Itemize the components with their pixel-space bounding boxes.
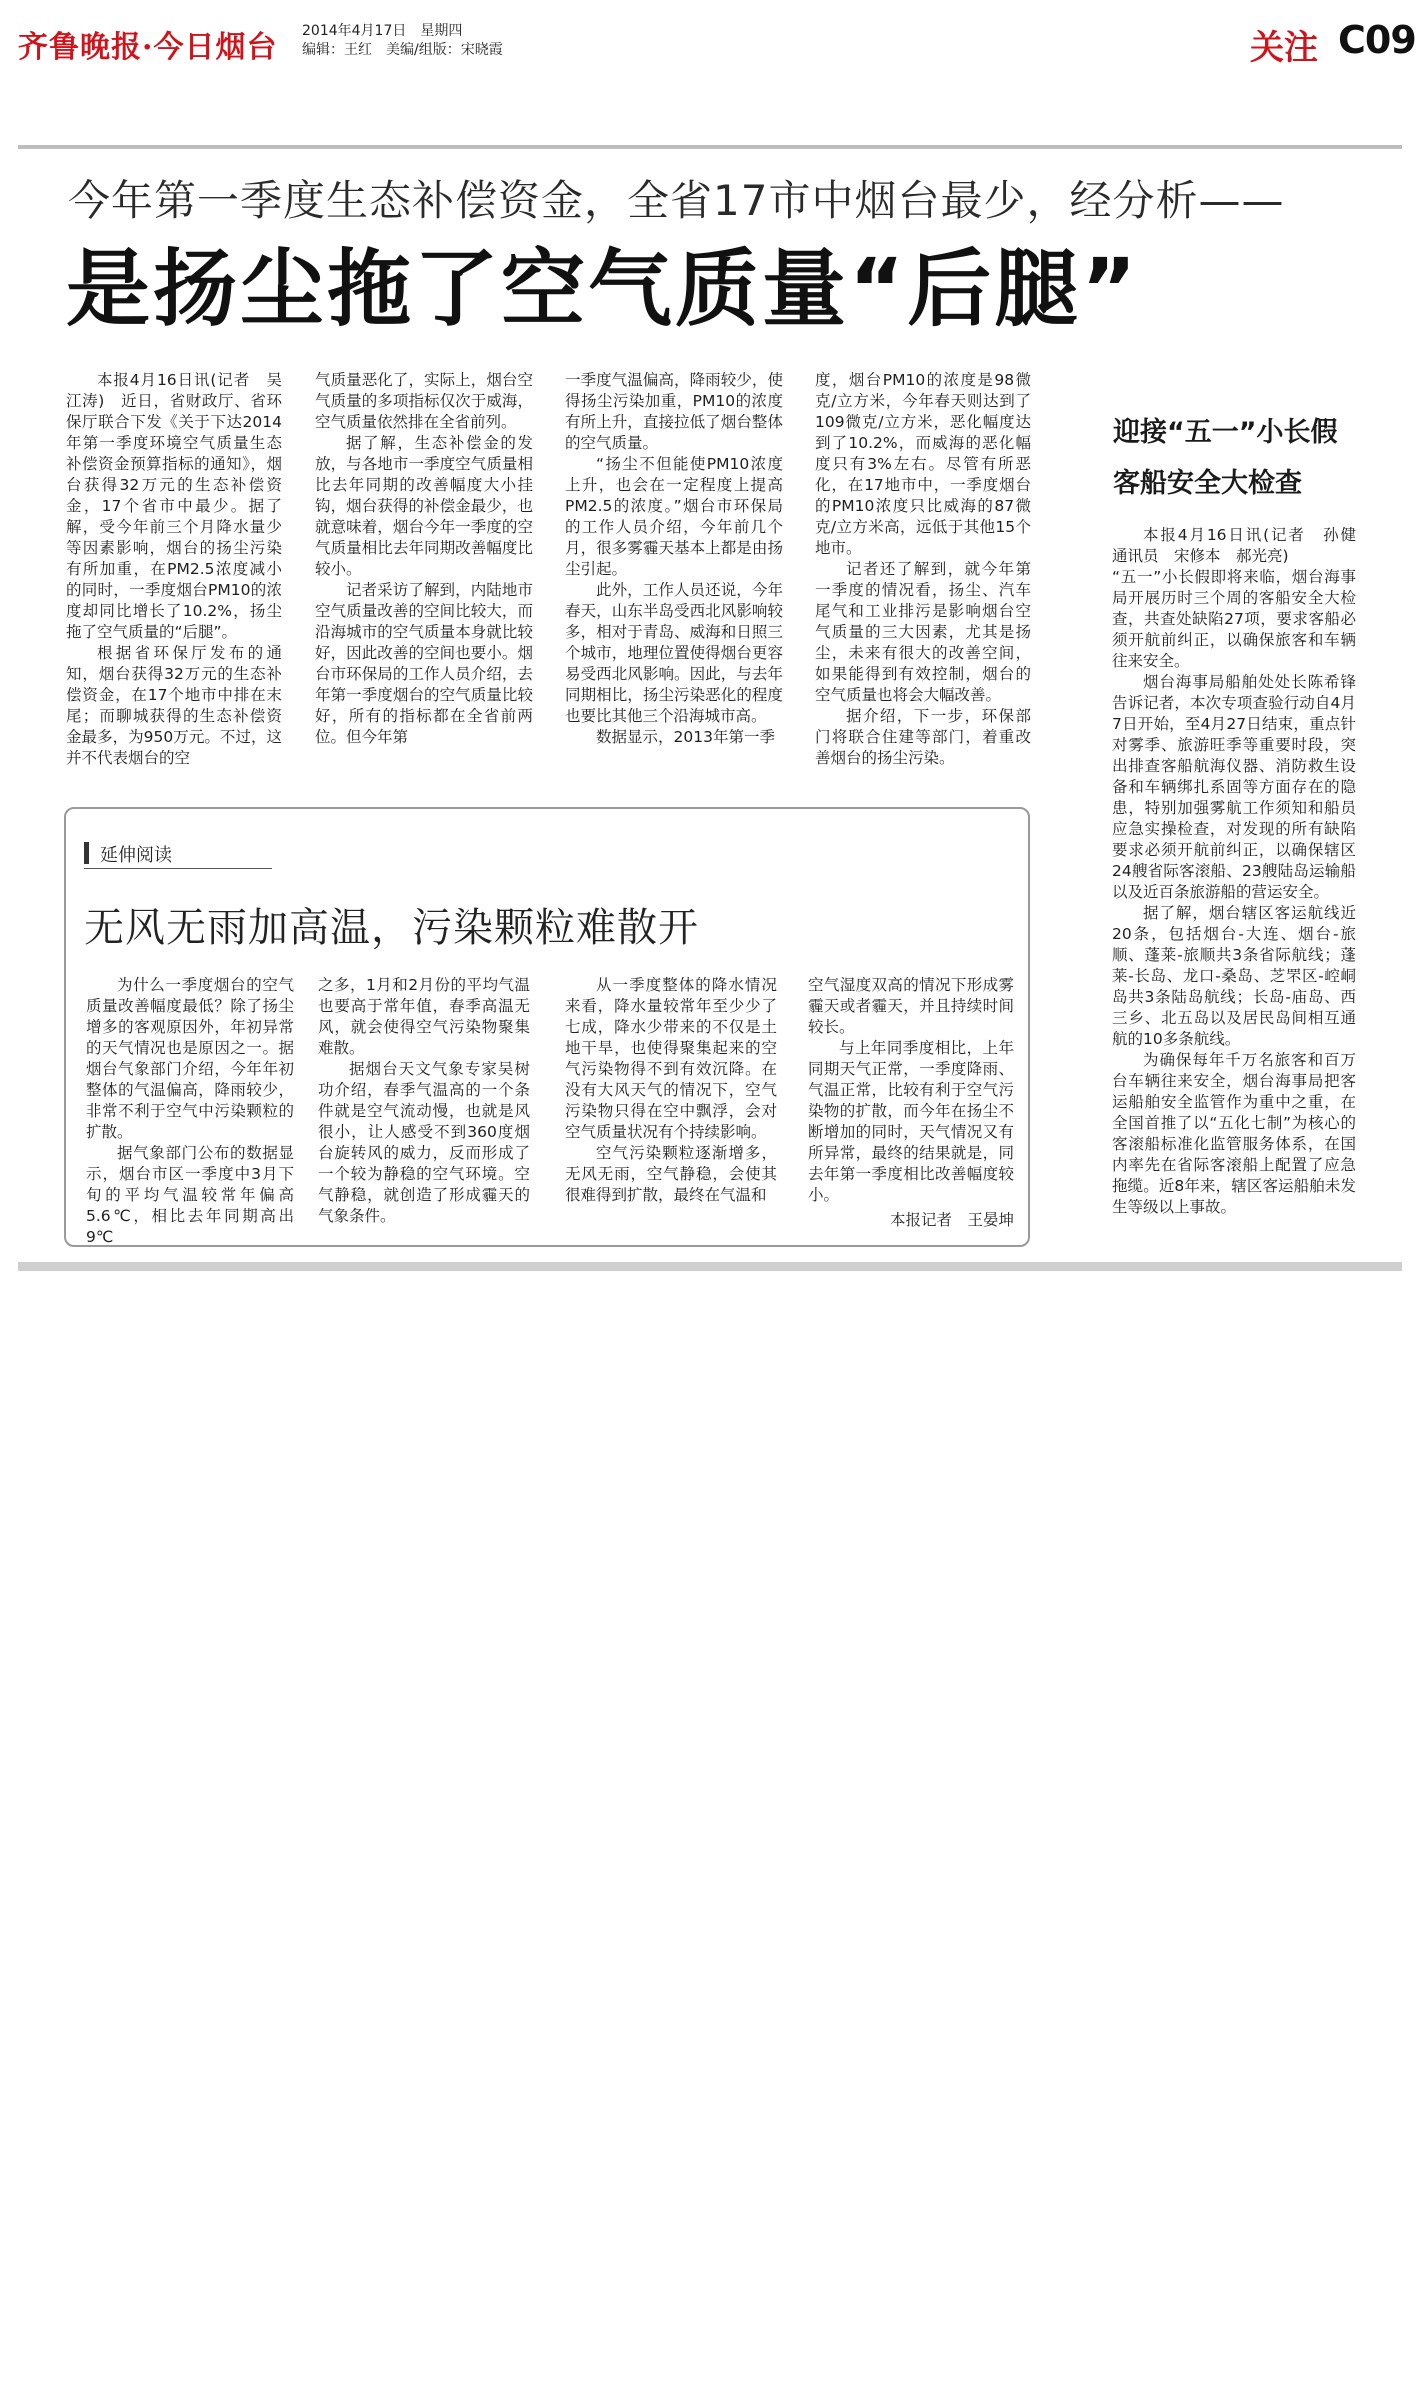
paragraph-continued: 气质量恶化了，实际上，烟台空气质量的多项指标仅次于威海，空气质量依然排在全省前列。 (315, 371, 533, 431)
side-byline: 本报4月16日讯(记者 孙健 通讯员 宋修本 郝光亮) (1112, 526, 1372, 565)
paragraph: 据气象部门公布的数据显示，烟台市区一季度中3月下旬的平均气温较常年偏高5.6℃，相比去年同期高出9℃ (86, 1144, 294, 1246)
top-divider (18, 145, 1402, 149)
extended-byline: 本报记者 王晏坤 (889, 1211, 1014, 1229)
page-number: C09 (1338, 18, 1416, 62)
paragraph: 空气污染颗粒逐渐增多，无风无雨，空气静稳，会使其很难得到扩散，最终在气温和 (565, 1144, 777, 1204)
article-headline: 是扬尘拖了空气质量“后腿” (66, 240, 1140, 338)
side-headline-2: 客船安全大检查 (1113, 468, 1302, 499)
paragraph: 数据显示，2013年第一季 (596, 728, 775, 746)
article-kicker: 今年第一季度生态补偿资金，全省17市中烟台最少，经分析—— (68, 176, 1285, 225)
extended-column-4 (808, 975, 1014, 1231)
article-column-1 (66, 370, 282, 769)
side-article-body (1112, 525, 1372, 1218)
paragraph: 记者采访了解到，内陆地市空气质量改善的空间比较大，而沿海城市的空气质量本身就比较好，因此改善的空间也要小。烟台市环保局的工作人员介绍，去年第一季度烟台的空气质量比较好，所有的指标都在全省前两位。但今年第 (315, 581, 533, 746)
article-column-3 (565, 370, 783, 748)
paragraph: 据介绍，下一步，环保部门将联合住建等部门，着重改善烟台的扬尘污染。 (815, 707, 1031, 767)
paragraph: 与上年同季度相比，上年同期天气正常，一季度降雨、气温正常，比较有利于空气污染物的扩散，而今年在扬尘不断增加的同时，天气情况又有所异常，最终的结果就是，同去年第一季度相比改善幅度较小。 (808, 1039, 1014, 1204)
paragraph: 本报4月16日讯(记者 吴江涛) 近日，省财政厅、省环保厅联合下发《关于下达2014年第一季度环境空气质量生态补偿资金预算指标的通知》，烟台获得32万元的生态补偿资金，17个省市中最少。据了解，受今年前三个月降水量少等因素影响，烟台的扬尘污染有所加重，在PM2.5浓度减小的同时，一季度烟台PM10的浓度却同比增长了10.2%，扬尘拖了空气质量的“后腿”。 (66, 371, 282, 641)
extended-reading-title: 无风无雨加高温，污染颗粒难散开 (84, 905, 699, 951)
paragraph: 据了解，烟台辖区客运航线近20条，包括烟台-大连、烟台-旅顺、蓬莱-旅顺共3条省际航线；蓬莱-长岛、龙口-桑岛、芝罘区-崆峒岛共3条陆岛航线；长岛-庙岛、西三乡、北五岛以及居民岛间相互通航的10多条航线。 (1112, 904, 1356, 1048)
extended-column-1 (86, 975, 294, 1248)
paragraph: 从一季度整体的降水情况来看，降水量较常年至少少了七成，降水少带来的不仅是土地干旱，也使得聚集起来的空气污染物得不到有效沉降。在没有大风天气的情况下，空气污染物只得在空中飘浮，会对空气质量状况有个持续影响。 (565, 976, 777, 1141)
side-headline-1: 迎接“五一”小长假 (1113, 417, 1338, 448)
editor-credit: 编辑：王红 美编/组版：宋晓霞 (302, 42, 503, 58)
extended-column-2 (318, 975, 530, 1227)
extended-reading-tag (84, 838, 272, 869)
article-column-4 (815, 370, 1031, 769)
paragraph: 此外，工作人员还说，今年春天，山东半岛受西北风影响较多，相对于青岛、威海和日照三个城市，地理位置使得烟台更容易受西北风影响。因此，与去年同期相比，扬尘污染恶化的程度也要比其他三个沿海城市高。 (565, 581, 783, 725)
section-name: 关注 (1250, 28, 1318, 68)
paragraph-continued: 空气湿度双高的情况下形成雾霾天或者霾天，并且持续时间较长。 (808, 976, 1014, 1036)
paragraph-continued: 度，烟台PM10的浓度是98微克/立方米，今年春天则达到了109微克/立方米，恶化幅度达到了10.2%，而威海的恶化幅度只有3%左右。尽管有所恶化，在17地市中，一季度烟台的PM10浓度只比威海的87微克/立方米高，远低于其他15个地市。 (815, 371, 1031, 557)
paragraph: “五一”小长假即将来临，烟台海事局开展历时三个周的客船安全大检查，共查处缺陷27项，要求客船必须开航前纠正，以确保旅客和车辆往来安全。 (1112, 568, 1356, 670)
issue-date: 2014年4月17日 星期四 (302, 23, 463, 39)
paragraph: 为什么一季度烟台的空气质量改善幅度最低？除了扬尘增多的客观原因外，年初异常的天气情况也是原因之一。据烟台气象部门介绍，今年年初整体的气温偏高，降雨较少，非常不利于空气中污染颗粒的扩散。 (86, 976, 294, 1141)
extended-column-3 (565, 975, 777, 1206)
paragraph-continued: 一季度气温偏高，降雨较少，使得扬尘污染加重，PM10的浓度有所上升，直接拉低了烟台整体的空气质量。 (565, 371, 783, 452)
tag-label: 延伸阅读 (100, 845, 172, 866)
paragraph: 为确保每年千万名旅客和百万台车辆往来安全，烟台海事局把客运船舶安全监管作为重中之重，在全国首推了以“五化七制”为核心的客滚船标准化监管服务体系，在国内率先在省际客滚船上配置了应急拖缆。近8年来，辖区客运船舶未发生等级以上事故。 (1112, 1051, 1356, 1216)
paragraph: 根据省环保厅发布的通知，烟台获得32万元的生态补偿资金，在17个地市中排在末尾；而聊城获得的生态补偿资金最多，为950万元。不过，这并不代表烟台的空 (66, 644, 282, 767)
newspaper-brand: 齐鲁晚报·今日烟台 (18, 30, 278, 65)
paragraph: “扬尘不但能使PM10浓度上升，也会在一定程度上提高PM2.5的浓度。”烟台市环保局的工作人员介绍，今年前几个月，很多雾霾天基本上都是由扬尘引起。 (565, 455, 783, 578)
paragraph: 记者还了解到，就今年第一季度的情况看，扬尘、汽车尾气和工业排污是影响烟台空气质量的三大因素，尤其是扬尘，未来有很大的改善空间，如果能得到有效控制，烟台的空气质量也将会大幅改善。 (815, 560, 1031, 704)
bottom-divider (18, 1262, 1402, 1271)
paragraph: 据了解，生态补偿金的发放，与各地市一季度空气质量相比去年同期的改善幅度大小挂钩，烟台获得的补偿金最少，也就意味着，烟台今年一季度的空气质量相比去年同期改善幅度比较小。 (315, 434, 533, 578)
paragraph-continued: 之多，1月和2月份的平均气温也要高于常年值，春季高温无风，就会使得空气污染物聚集难散。 (318, 976, 530, 1057)
paragraph: 烟台海事局船舶处处长陈希锋告诉记者，本次专项查验行动自4月7日开始，至4月27日结束，重点针对雾季、旅游旺季等重要时段，突出排查客船航海仪器、消防救生设备和车辆绑扎系固等方面存在的隐患，特别加强雾航工作须知和船员应急实操检查，对发现的所有缺陷要求必须开航前纠正，以确保辖区24艘省际客滚船、23艘陆岛运输船以及近百条旅游船的营运安全。 (1112, 673, 1356, 901)
paragraph: 据烟台天文气象专家吴树功介绍，春季气温高的一个条件就是空气流动慢，也就是风很小，让人感受不到360度烟台旋转风的威力，反而形成了一个较为静稳的空气环境。空气静稳，就创造了形成霾天的气象条件。 (318, 1060, 530, 1225)
header-info (302, 22, 503, 60)
article-column-2 (315, 370, 533, 748)
tag-bar (84, 842, 89, 864)
